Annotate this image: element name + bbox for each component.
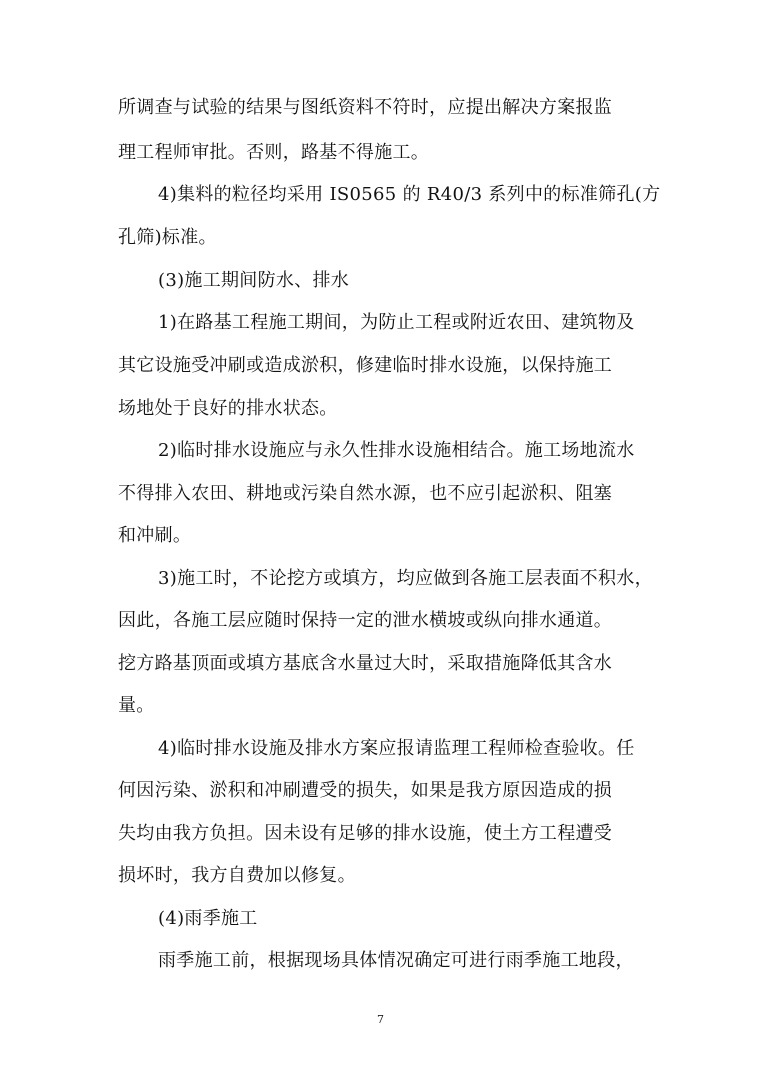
- text-line-12: 3)施工时，不论挖方或填方，均应做到各施工层表面不积水，: [158, 568, 653, 589]
- text-line-14: 挖方路基顶面或填方基底含水量过大时，采取措施降低其含水: [118, 653, 613, 674]
- page-number: 7: [377, 1013, 384, 1026]
- section-heading-drainage: (3)施工期间防水、排水: [158, 270, 350, 291]
- text-line-15: 量。: [118, 695, 155, 716]
- section-heading-rainy-season: (4)雨季施工: [158, 908, 258, 929]
- text-line-7: 其它设施受冲刷或造成淤积，修建临时排水设施，以保持施工: [118, 355, 613, 376]
- text-line-6: 1)在路基工程施工期间，为防止工程或附近农田、建筑物及: [158, 312, 635, 333]
- text-line-11: 和冲刷。: [118, 525, 192, 546]
- text-line-17: 何因污染、淤积和冲刷遭受的损失，如果是我方原因造成的损: [118, 780, 613, 801]
- text-line-3: 4)集料的粒径均采用 IS0565 的 R40/3 系列中的标准筛孔(方: [158, 184, 661, 205]
- text-line-4: 孔筛)标准。: [118, 227, 217, 248]
- text-line-18: 失均由我方负担。因未设有足够的排水设施，使土方工程遭受: [118, 823, 613, 844]
- text-line-10: 不得排入农田、耕地或污染自然水源，也不应引起淤积、阻塞: [118, 483, 613, 504]
- text-line-13: 因此，各施工层应随时保持一定的泄水横坡或纵向排水通道。: [118, 610, 613, 631]
- text-line-16: 4)临时排水设施及排水方案应报请监理工程师检查验收。任: [158, 738, 635, 759]
- text-line-2: 理工程师审批。否则，路基不得施工。: [118, 142, 430, 163]
- text-line-9: 2)临时排水设施应与永久性排水设施相结合。施工场地流水: [158, 440, 635, 461]
- text-line-8: 场地处于良好的排水状态。: [118, 398, 338, 419]
- text-line-21: 雨季施工前，根据现场具体情况确定可进行雨季施工地段，: [158, 950, 634, 971]
- text-line-1: 所调查与试验的结果与图纸资料不符时，应提出解决方案报监: [118, 97, 613, 118]
- text-line-19: 损坏时，我方自费加以修复。: [118, 865, 356, 886]
